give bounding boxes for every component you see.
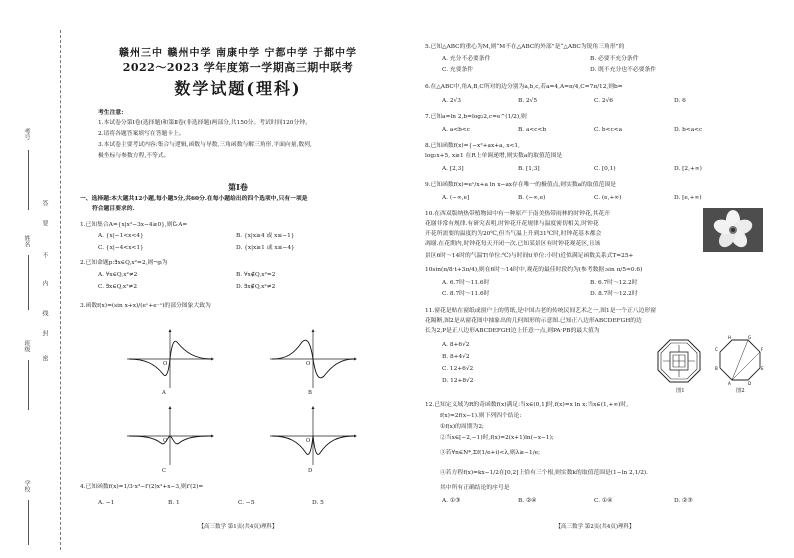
question-line: ③若∀n∈N*,Σf(1/e+i)<λ,则λ≥−1/e;: [440, 450, 541, 456]
option: B. (−∞,e): [518, 195, 546, 201]
graph-d: [268, 405, 358, 467]
option: B. ∀x∉Q,x²=2: [236, 272, 276, 278]
option: C. [0,1): [594, 166, 616, 172]
seal-char: 封: [41, 330, 48, 336]
question-line: 花谢非常有规律.有研究表明,时钟花开花规律与温度密切相关,时钟花: [425, 221, 599, 227]
option: A. ∀x∈Q,x²≠2: [98, 272, 138, 278]
exam-number-label: 考号: [23, 128, 30, 140]
option: B. 1: [168, 500, 180, 506]
section-instruction: 符合题目要求的.: [92, 206, 135, 212]
graph-label: C: [162, 468, 167, 474]
origin-label: O: [163, 361, 168, 367]
binding-line: [60, 30, 61, 550]
option: D. [e,+∞): [674, 195, 702, 201]
option: B. 6.7时～12.2时: [590, 280, 638, 286]
seal-char: 线: [41, 310, 48, 316]
question-line: 花隔断,图2是从窗花图中抽象出的几何图形的示意图.已知正八边形ABCDEFGH的边: [425, 318, 642, 324]
option: C. 8.7时～11.6时: [442, 291, 490, 297]
option: B. a<c<b: [518, 127, 547, 133]
question-line: 10sin(π/8·t+3π/4),则在6时～14时中,观花的最佳时段约为(参考数据:sin π/5≈0.6): [425, 267, 643, 273]
option: B. 必要不充分条件: [590, 56, 639, 62]
question-line: ④若方程f(x)=kx−1/2在[0,2]上恰有三个根,则实数k的取值范围是(1−ln 2,1/2).: [440, 470, 649, 476]
option: D. 5: [312, 500, 324, 506]
svg-text:H: H: [728, 335, 732, 340]
svg-text:B: B: [715, 366, 718, 371]
option: B. 2√5: [518, 98, 538, 104]
question-stem: 9.已知函数f(x)=eˣ/x+a ln x−ax存在唯一的极值点,则实数a的取值范围是: [425, 182, 616, 188]
notice-heading: 考生注意:: [98, 110, 124, 116]
notice-line: 2.请将各题答案填写在答题卡上。: [98, 131, 185, 137]
seal-char: 密: [41, 355, 48, 361]
graph-b: [268, 328, 358, 390]
section-instruction: 一、选择题:本大题共12小题,每小题5分,共60分.在每小题给出的四个选项中,只有一项是: [80, 196, 308, 202]
school-label: 学校: [23, 480, 30, 492]
seal-char: 内: [41, 280, 48, 286]
seal-char: 答: [41, 200, 48, 206]
octagon-figure: [714, 334, 766, 390]
name-line: [28, 255, 29, 310]
option: C. {x|−4<x<1}: [98, 245, 144, 251]
option: D. ②③: [674, 498, 693, 504]
section-title: 第Ⅰ卷: [228, 182, 248, 192]
option: C. −5: [238, 500, 255, 506]
exam-number-line: [28, 150, 29, 210]
question-line: 11.窗花是贴在窗纸或窗户上的剪纸,是中国古老的传统民间艺术之一,图1是一个正八边形窗: [425, 308, 657, 314]
option: D. 8.7时～12.2时: [590, 291, 638, 297]
option: D. 既不充分也不必要条件: [590, 67, 657, 73]
option: A. (−∞,e]: [442, 195, 470, 201]
notice-line: 极坐标与参数方程,不等式。: [98, 153, 170, 159]
graph-c: [125, 405, 215, 467]
question-line: f(x)=2f(x−1).则下列四个结论:: [440, 413, 522, 419]
option: C. 12+6√2: [442, 366, 474, 372]
question-stem: 7.已知a=ln 2,b=log₂2,c=e^(1/2),则: [425, 114, 527, 120]
graph-a: [125, 328, 215, 390]
question-stem: 2.已知命题p:∃x∈Q,x²=2,则¬p为: [80, 260, 168, 266]
option: C. b<c<a: [594, 127, 623, 133]
option: D. [2,+∞): [674, 166, 702, 172]
school-names: 赣州三中 赣州中学 南康中学 宁都中学 于都中学: [119, 48, 357, 59]
graph-label: D: [308, 468, 313, 474]
figure-caption: 图2: [736, 388, 745, 394]
question-stem: 4.已知函数f(x)=1/3·x³−f′(2)x²+x−3,则f′(2)=: [80, 484, 204, 490]
name-label: 姓名: [23, 235, 30, 247]
option: A. 6.7时～11.6时: [442, 280, 490, 286]
option: C. ∃x∈Q,x²≠2: [98, 284, 138, 290]
paper-title: 数学试题(理科): [174, 79, 302, 98]
school-line: [28, 500, 29, 545]
class-label: 班级: [23, 340, 30, 352]
option: C. (e,+∞): [594, 195, 622, 201]
option: A. −1: [98, 500, 115, 506]
origin-label: O: [306, 438, 311, 444]
option: B. ②④: [518, 498, 537, 504]
option: D. {x|x≥1 或 x≤−4}: [236, 245, 295, 251]
question-line: 长为2,P是正八边形ABCDEFGH边上任意一点,则PA·PB的最大值为: [425, 328, 600, 334]
question-line: 凋谢.在花期内,时钟花每天开闭一次.已知某景区有时钟花观花区,且该: [425, 241, 601, 247]
option: A. a<b<c: [442, 127, 470, 133]
notice-line: 1.本试卷分第Ⅰ卷(选择题)和第Ⅱ卷(非选择题)两部分,共150分。考试时间120分钟。: [98, 120, 311, 126]
origin-label: O: [306, 361, 311, 367]
footer-right: 【高三数学 第2页(共4页)理科】: [555, 524, 635, 530]
exam-name: 2022～2023 学年度第一学期高三期中联考: [122, 61, 354, 74]
option: D. ∃x∉Q,x²≠2: [236, 284, 276, 290]
clock-flower-photo: [703, 208, 763, 256]
option: B. 8+4√2: [442, 354, 470, 360]
option: A. 充分不必要条件: [442, 56, 491, 62]
footer-left: 【高三数学 第1页(共4页)理科】: [198, 524, 278, 530]
option: D. b<a<c: [674, 127, 703, 133]
class-line: [28, 360, 29, 410]
question-line: 开花所需要的温度约为20℃,但当气温上升到31℃时,时钟花基本都会: [425, 231, 602, 237]
question-line: ②当x∈[−2,−1)时,f(x)=2(x+1)ln(−x−1);: [440, 435, 554, 441]
svg-text:C: C: [715, 347, 718, 352]
seal-char: 不: [41, 252, 48, 258]
option: C. 充要条件: [442, 67, 474, 73]
svg-text:G: G: [748, 335, 752, 340]
question-line: 10.在西双版纳热带植物园中有一种原产于南美热带雨林的时钟花,其花开: [425, 211, 610, 217]
option: B. {x|x≥4 或 x≤−1}: [236, 233, 295, 239]
option: C. 2√6: [594, 98, 613, 104]
svg-text:F: F: [761, 347, 764, 352]
question-stem: 3.函数f(x)=(sin x+x)/(eˣ+e⁻ˣ)的部分图象大致为: [80, 303, 211, 309]
question-stem: 6.在△ABC中,角A,B,C所对的边分别为a,b,c,若a=4,A=π/4,C=7π/12,则b=: [425, 84, 623, 90]
seal-char: 要: [41, 220, 48, 226]
question-stem: log₂x+5, x≥1 在R上单调递增,则实数a的取值范围是: [425, 153, 563, 159]
origin-label: O: [163, 438, 168, 444]
question-stem: 1.已知集合A={x|x²−3x−4≥0},则∁ᵣA=: [80, 222, 188, 228]
option: B. [1,3]: [518, 166, 540, 172]
option: A. 2√3: [442, 98, 461, 104]
option: A. 8+6√2: [442, 342, 470, 348]
graph-label: B: [308, 390, 312, 396]
option: A. [2,3]: [442, 166, 464, 172]
svg-text:A: A: [728, 381, 731, 386]
option: D. 6: [674, 98, 686, 104]
svg-text:D: D: [748, 381, 752, 386]
option: D. 12+8√2: [442, 378, 474, 384]
svg-text:E: E: [761, 366, 764, 371]
option: A. {x|−1<x<4}: [98, 233, 144, 239]
question-line: 12.已知定义域为R的奇函数f(x)满足:当x∈(0,1]时,f(x)=x ln x;当x∈(1,+∞)时,: [425, 402, 629, 408]
question-stem: 5.已知△ABC的重心为M,则“M不在△ABC的外部”是“△ABC为锐角三角形”的: [425, 44, 625, 50]
question-line: ①f(x)的周期为2;: [440, 424, 484, 430]
option: A. ①③: [442, 498, 461, 504]
question-line: 其中所有正确结论的序号是: [440, 485, 510, 491]
question-stem: 8.已知函数f(x)={−x²+ax+a, x<1,: [425, 143, 520, 149]
window-flower-figure: [656, 338, 702, 388]
question-line: 景区6时～14时的气温T(单位:℃)与时间t(单位:小时)近似满足函数关系式T=25+: [425, 253, 634, 259]
notice-line: 3.本试卷主要考试内容:集合与逻辑,函数与导数,三角函数与解三角形,平面向量,数列,: [98, 142, 312, 148]
graph-label: A: [162, 390, 166, 396]
option: C. ①④: [594, 498, 613, 504]
figure-caption: 图1: [676, 388, 685, 394]
